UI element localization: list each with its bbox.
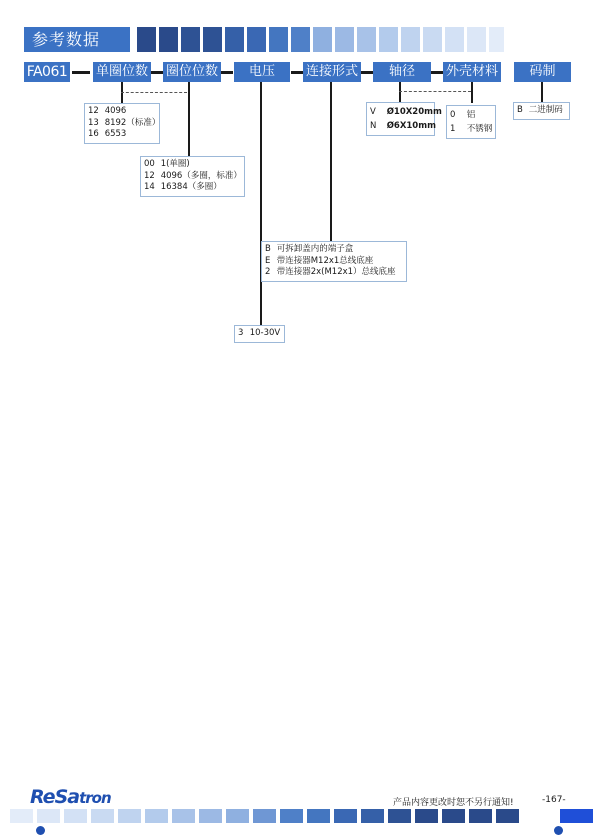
dashed-line bbox=[399, 91, 471, 92]
header-band-block bbox=[291, 27, 310, 52]
field-multi-turn-bits: 圈位位数 bbox=[163, 62, 221, 82]
footer-band-block bbox=[334, 809, 357, 823]
separator bbox=[72, 71, 90, 74]
connector-line bbox=[471, 82, 473, 103]
option-row: 2 带连接器2x(M12x1）总线底座 bbox=[265, 267, 396, 277]
footer-band-block bbox=[64, 809, 87, 823]
header-band-block bbox=[357, 27, 376, 52]
header-band-block bbox=[423, 27, 442, 52]
header-band-block bbox=[225, 27, 244, 52]
header-band-block bbox=[489, 27, 504, 52]
page-title: 参考数据 bbox=[24, 27, 130, 52]
footer-band-block bbox=[560, 809, 593, 823]
footer-band-block bbox=[199, 809, 222, 823]
header-band-block bbox=[379, 27, 398, 52]
option-row: 12 4096（多圈，标准） bbox=[144, 170, 242, 181]
footer-dot-left bbox=[36, 826, 45, 835]
footer-band-block bbox=[253, 809, 276, 823]
option-row: B 可拆卸盖内的端子盒 bbox=[265, 244, 354, 254]
footer-band-block bbox=[37, 809, 60, 823]
footer-band-block bbox=[91, 809, 114, 823]
voltage-options bbox=[234, 325, 285, 343]
single-turn-options bbox=[84, 103, 160, 144]
footer-band-block bbox=[280, 809, 303, 823]
housing-options bbox=[446, 105, 496, 139]
header-band-block bbox=[247, 27, 266, 52]
header-band-block bbox=[203, 27, 222, 52]
field-single-turn-bits: 单圈位数 bbox=[93, 62, 151, 82]
footer-band-block bbox=[388, 809, 411, 823]
footer-band-block bbox=[172, 809, 195, 823]
header-band-block bbox=[467, 27, 486, 52]
option-row: N Ø6X10mm bbox=[370, 121, 436, 131]
connector-line bbox=[121, 82, 123, 105]
multi-turn-options bbox=[140, 156, 245, 197]
field-code-type: 码制 bbox=[514, 62, 571, 82]
connector-line bbox=[188, 82, 190, 157]
footer-band-block bbox=[226, 809, 249, 823]
field-connection-type: 连接形式 bbox=[303, 62, 361, 82]
header-band-block bbox=[401, 27, 420, 52]
header-band-block bbox=[181, 27, 200, 52]
footer-band-block bbox=[442, 809, 465, 823]
connector-line bbox=[541, 82, 543, 103]
footer-band-block bbox=[10, 809, 33, 823]
connection-options bbox=[261, 241, 407, 282]
header-band-block bbox=[445, 27, 464, 52]
option-row: 16 6553 bbox=[88, 129, 127, 139]
header-band-block bbox=[159, 27, 178, 52]
connector-line bbox=[399, 82, 401, 103]
separator bbox=[361, 71, 373, 74]
option-row: 12 4096 bbox=[88, 106, 127, 116]
separator bbox=[151, 71, 163, 74]
change-notice: 产品内容更改时恕不另行通知! bbox=[393, 798, 514, 808]
field-shaft-diameter: 轴径 bbox=[373, 62, 431, 82]
option-row: 0 铝 bbox=[450, 110, 476, 120]
option-row: V Ø10X20mm bbox=[370, 107, 442, 117]
separator bbox=[221, 71, 233, 74]
dashed-line bbox=[121, 92, 187, 93]
separator bbox=[291, 71, 303, 74]
code-type-options bbox=[513, 102, 570, 120]
header-band-block bbox=[335, 27, 354, 52]
option-row: 00 1(单圈) bbox=[144, 159, 190, 169]
footer-band-block bbox=[496, 809, 519, 823]
footer-band-block bbox=[307, 809, 330, 823]
header-band-block bbox=[269, 27, 288, 52]
page-number: -167- bbox=[542, 795, 566, 805]
brand-logo: ReSatron bbox=[30, 786, 111, 808]
connector-line bbox=[330, 82, 332, 242]
header-band-block bbox=[313, 27, 332, 52]
field-housing-material: 外壳材料 bbox=[443, 62, 501, 82]
footer-dot-right bbox=[554, 826, 563, 835]
shaft-options bbox=[366, 102, 442, 136]
model-code: FA061 bbox=[24, 62, 70, 82]
option-row: 1 不锈钢 bbox=[450, 124, 493, 134]
option-row: 13 8192（标准） bbox=[88, 117, 161, 128]
footer-band-block bbox=[361, 809, 384, 823]
footer-band-block bbox=[145, 809, 168, 823]
footer-band-block bbox=[118, 809, 141, 823]
separator bbox=[431, 71, 443, 74]
field-voltage: 电压 bbox=[234, 62, 290, 82]
footer-band-block bbox=[415, 809, 438, 823]
option-row: E 带连接器M12x1总线底座 bbox=[265, 255, 374, 266]
connector-line bbox=[260, 82, 262, 326]
option-row: B 二进制码 bbox=[517, 105, 563, 115]
option-row: 14 16384（多圈） bbox=[144, 182, 222, 192]
footer-band-block bbox=[469, 809, 492, 823]
option-row: 3 10-30V bbox=[238, 328, 281, 338]
header-band-block bbox=[137, 27, 156, 52]
